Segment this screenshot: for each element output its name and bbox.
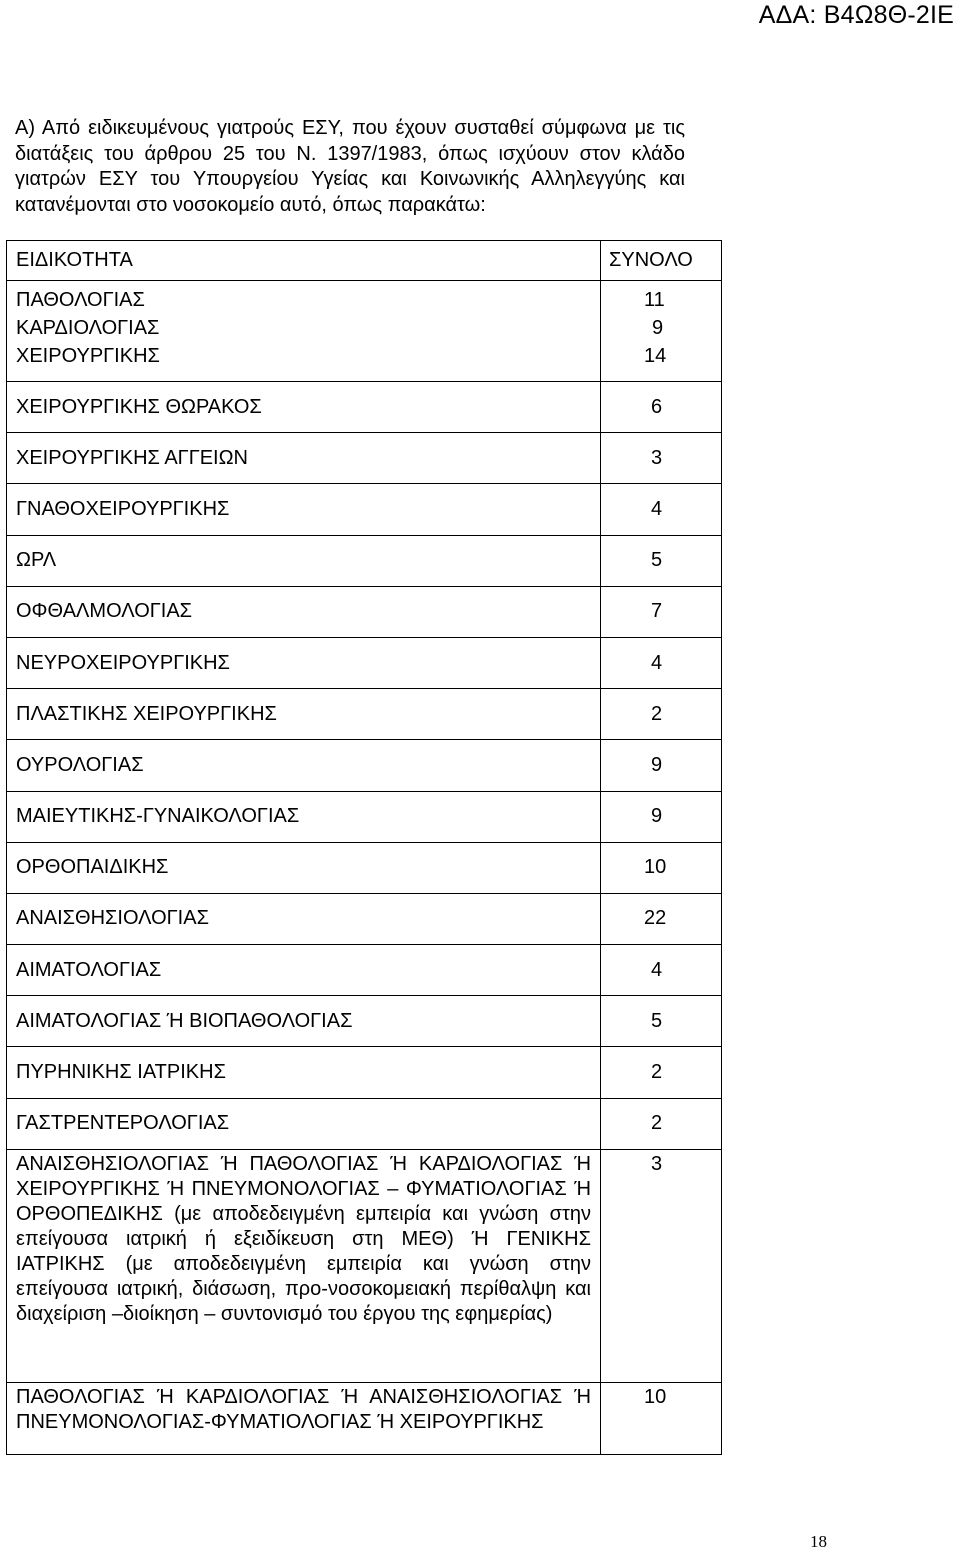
table-row <box>7 535 722 586</box>
table-row <box>7 637 722 688</box>
specialty-cell: ΑΙΜΑΤΟΛΟΓΙΑΣ <box>7 945 601 996</box>
table-row-long <box>7 1382 722 1454</box>
specialty-cell: ΑΝΑΙΣΘΗΣΙΟΛΟΓΙΑΣ Ή ΠΑΘΟΛΟΓΙΑΣ Ή ΚΑΡΔΙΟΛΟΓΙΑΣ Ή ΧΕΙΡΟΥΡΓΙΚΗΣ Ή ΠΝΕΥΜΟΝΟΛΟΓΙΑΣ – ΦΥΜΑΤΙΟΛΟΓΙΑΣ Ή ΟΡΘΟΠΕΔΙΚΗΣ (με αποδεδειγμένη εμπειρία και γνώση στην επείγουσα ιατρική ή εξειδίκευση στη ΜΕΘ) Ή ΓΕΝΙΚΗΣ ΙΑΤΡΙΚΗΣ (με αποδεδειγμένη εμπειρία και γνώση στην επείγουσα ιατρική, διάσωση, προ-νοσοκομειακή περίθαλψη και διαχείριση –διοίκηση – συντονισμό του έργου της εφημερίας) <box>7 1149 601 1382</box>
total-cell: 2 <box>601 689 722 740</box>
specialty-cell: ΓΝΑΘΟΧΕΙΡΟΥΡΓΙΚΗΣ <box>7 484 601 535</box>
specialty-cell: ΟΦΘΑΛΜΟΛΟΓΙΑΣ <box>7 586 601 637</box>
specialty-cell: ΟΥΡΟΛΟΓΙΑΣ <box>7 740 601 791</box>
specialty-cell: ΠΛΑΣΤΙΚΗΣ ΧΕΙΡΟΥΡΓΙΚΗΣ <box>7 689 601 740</box>
table-row <box>7 1047 722 1098</box>
ada-code: ΑΔΑ: Β4Ω8Θ-2ΙΕ <box>758 1 954 29</box>
group-totals <box>601 281 722 382</box>
total-cell: 2 <box>601 1098 722 1149</box>
table-row <box>7 586 722 637</box>
table-row <box>7 996 722 1047</box>
total-cell: 22 <box>601 893 722 944</box>
table-row <box>7 945 722 996</box>
page-number: 18 <box>810 1532 827 1551</box>
total-cell: 10 <box>601 1382 722 1454</box>
total-cell: 9 <box>652 317 664 339</box>
total-cell: 5 <box>601 535 722 586</box>
specialty-cell: ΠΥΡΗΝΙΚΗΣ ΙΑΤΡΙΚΗΣ <box>7 1047 601 1098</box>
header-specialty: ΕΙΔΙΚΟΤΗΤΑ <box>7 241 601 281</box>
specialty-cell: ΧΕΙΡΟΥΡΓΙΚΗΣ ΑΓΓΕΙΩΝ <box>7 433 601 484</box>
table-row <box>7 791 722 842</box>
total-cell: 9 <box>601 791 722 842</box>
total-cell: 2 <box>601 1047 722 1098</box>
total-cell: 6 <box>601 382 722 433</box>
total-cell: 3 <box>601 1149 722 1382</box>
specialty-cell: ΠΑΘΟΛΟΓΙΑΣ Ή ΚΑΡΔΙΟΛΟΓΙΑΣ Ή ΑΝΑΙΣΘΗΣΙΟΛΟΓΙΑΣ Ή ΠΝΕΥΜΟΝΟΛΟΓΙΑΣ-ΦΥΜΑΤΙΟΛΟΓΙΑΣ Ή ΧΕΙΡΟΥΡΓΙΚΗΣ <box>7 1382 601 1454</box>
specialty-cell: ΑΝΑΙΣΘΗΣΙΟΛΟΓΙΑΣ <box>7 893 601 944</box>
total-cell: 14 <box>644 345 667 367</box>
specialty-cell: ΩΡΛ <box>7 535 601 586</box>
total-cell: 9 <box>601 740 722 791</box>
table-row <box>7 893 722 944</box>
specialty-cell: ΟΡΘΟΠΑΙΔΙΚΗΣ <box>7 842 601 893</box>
table-row <box>7 382 722 433</box>
specialty-cell: ΝΕΥΡΟΧΕΙΡΟΥΡΓΙΚΗΣ <box>7 637 601 688</box>
total-cell: 4 <box>601 484 722 535</box>
total-cell: 11 <box>644 289 665 311</box>
specialty-cell: ΓΑΣΤΡΕΝΤΕΡΟΛΟΓΙΑΣ <box>7 1098 601 1149</box>
total-cell: 7 <box>601 586 722 637</box>
table-row <box>7 689 722 740</box>
table-row <box>7 433 722 484</box>
intro-paragraph: Α) Από ειδικευμένους γιατρούς ΕΣΥ, που έχουν συσταθεί σύμφωνα με τις διατάξεις του άρθρου 25 του Ν. 1397/1983, όπως ισχύουν στον κλάδο γιατρών ΕΣΥ του Υπουργείου Υγείας και Κοινωνικής Αλληλεγγύης και κατανέμονται στο νοσοκομείο αυτό, όπως παρακάτω: <box>15 117 685 216</box>
total-cell: 3 <box>601 433 722 484</box>
specialty-cell: ΑΙΜΑΤΟΛΟΓΙΑΣ Ή ΒΙΟΠΑΘΟΛΟΓΙΑΣ <box>7 996 601 1047</box>
header-total: ΣΥΝΟΛΟ <box>601 241 722 281</box>
table-row <box>7 740 722 791</box>
table-header-row <box>7 241 722 281</box>
total-cell: 10 <box>601 842 722 893</box>
group-specialties <box>7 281 601 382</box>
total-cell: 4 <box>601 637 722 688</box>
table-row <box>7 484 722 535</box>
specialty-table <box>6 240 722 1455</box>
total-cell: 4 <box>601 945 722 996</box>
specialty-cell: ΧΕΙΡΟΥΡΓΙΚΗΣ <box>16 345 160 367</box>
specialty-cell: ΠΑΘΟΛΟΓΙΑΣ <box>16 289 145 311</box>
table-row <box>7 1098 722 1149</box>
table-row-long <box>7 1149 722 1382</box>
table-row-group <box>7 281 722 382</box>
specialty-cell: ΧΕΙΡΟΥΡΓΙΚΗΣ ΘΩΡΑΚΟΣ <box>7 382 601 433</box>
specialty-cell: ΜΑΙΕΥΤΙΚΗΣ-ΓΥΝΑΙΚΟΛΟΓΙΑΣ <box>7 791 601 842</box>
total-cell: 5 <box>601 996 722 1047</box>
specialty-cell: ΚΑΡΔΙΟΛΟΓΙΑΣ <box>16 317 160 339</box>
table-row <box>7 842 722 893</box>
